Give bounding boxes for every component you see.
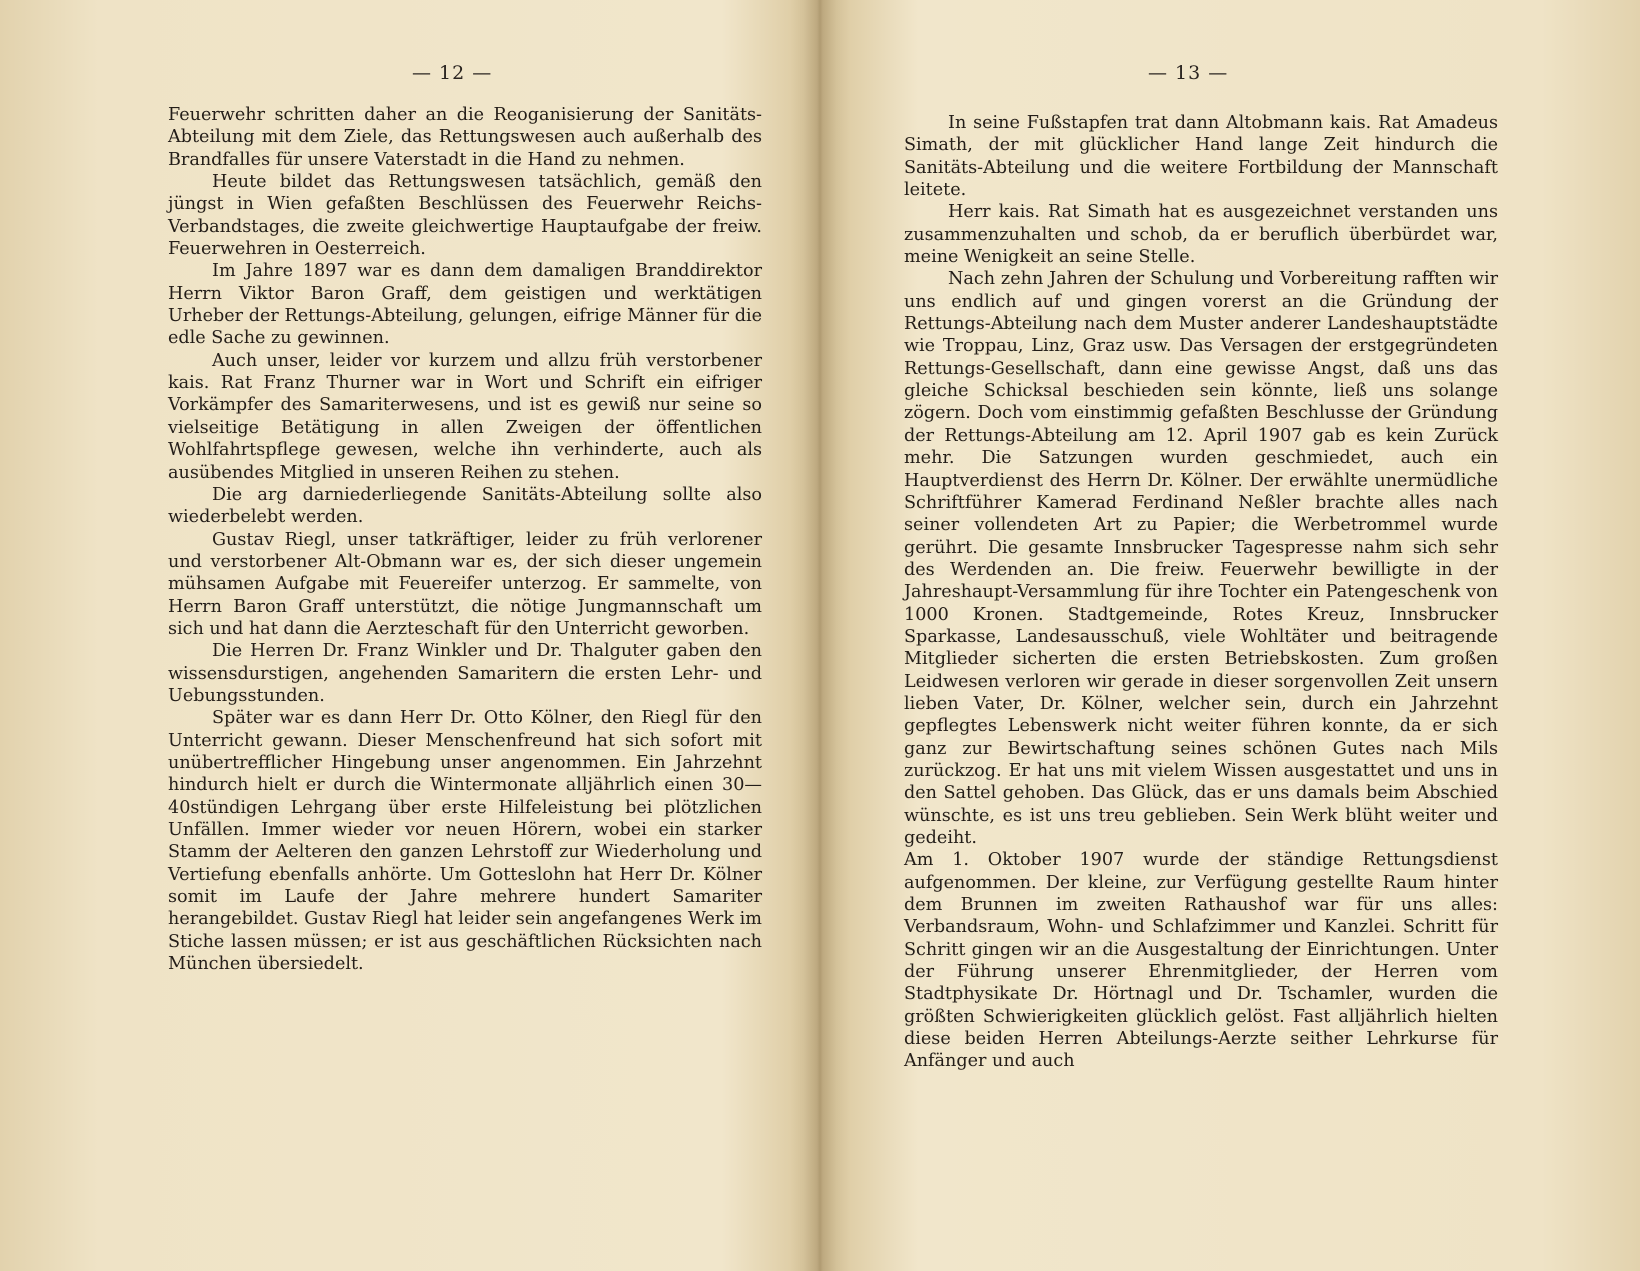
left-page-text (168, 104, 762, 975)
left-page (0, 0, 808, 1271)
paragraph: Am 1. Oktober 1907 wurde der ständige Rettungsdienst aufgenommen. Der kleine, zur Verfügung gestellte Raum hinter dem Brunnen im zweiten Rathaushof war für uns alles: Verbandsraum, Wohn- und Schlafzimmer und Kanzlei. Schritt für Schritt gingen wir an die Ausgestaltung der Einrichtungen. Unter der Führung unserer Ehrenmitglieder, der Herren vom Stadtphysikate Dr. Hörtnagl und Dr. Tschamler, wurden die größten Schwierigkeiten glücklich gelöst. Fast alljährlich hielten diese beiden Herren Abteilungs-Aerzte seither Lehrkurse für Anfänger und auch (904, 850, 1498, 1072)
paragraph: In seine Fußstapfen trat dann Altobmann kais. Rat Amadeus Simath, der mit glücklicher Hand lange Zeit hindurch die Sanitäts-Abteilung und die weitere Fortbildung der Mannschaft leitete. (904, 113, 1498, 201)
paragraph: Herr kais. Rat Simath hat es ausgezeichnet verstanden uns zusammenzuhalten und schob, da er beruflich überbürdet war, meine Wenigkeit an seine Stelle. (904, 202, 1498, 268)
page-number-left: — 12 — (412, 62, 493, 84)
page-number-right: — 13 — (1148, 62, 1229, 84)
right-page (808, 0, 1640, 1271)
paragraph: Im Jahre 1897 war es dann dem damaligen Branddirektor Herrn Viktor Baron Graff, dem geistigen und werktätigen Urheber der Rettungs-Abteilung, gelungen, eifrige Männer für die edle Sache zu gewinnen. (168, 261, 762, 349)
paragraph: Heute bildet das Rettungswesen tatsächlich, gemäß den jüngst in Wien gefaßten Beschlüssen des Feuerwehr Reichs-Verbandstages, die zweite gleichwertige Hauptaufgabe der freiw. Feuerwehren in Oesterreich. (168, 172, 762, 260)
paragraph: Nach zehn Jahren der Schulung und Vorbereitung rafften wir uns endlich auf und gingen vorerst an die Gründung der Rettungs-Abteilung nach dem Muster anderer Landeshauptstädte wie Troppau, Linz, Graz usw. Das Versagen der erstgegründeten Rettungs-Gesellschaft, dann eine gewisse Angst, daß uns das gleiche Schicksal beschieden sein könnte, ließ uns solange zögern. Doch vom einstimmig gefaßten Beschlusse der Gründung der Rettungs-Abteilung am 12. April 1907 gab es kein Zurück mehr. Die Satzungen wurden geschmiedet, auch ein Hauptverdienst des Herrn Dr. Kölner. Der erwählte unermüdliche Schriftführer Kamerad Ferdinand Neßler brachte alles nach seiner vollendeten Art zu Papier; die Werbetrommel wurde gerührt. Die gesamte Innsbrucker Tagespresse nahm sich sehr des Werdenden an. Die freiw. Feuerwehr bewilligte in der Jahreshaupt-Versammlung für ihre Tochter ein Patengeschenk von 1000 Kronen. Stadtgemeinde, Rotes Kreuz, Innsbrucker Sparkasse, Landesausschuß, viele Wohltäter und beitragende Mitglieder sicherten die ersten Betriebskosten. Zum großen Leidwesen verloren wir gerade in dieser sorgenvollen Zeit unsern lieben Vater, Dr. Kölner, welcher sein, durch ein Jahrzehnt gepflegtes Lebenswerk nicht weiter führen konnte, da er sich ganz zur Bewirtschaftung seines schönen Gutes nach Mils zurückzog. Er hat uns mit vielem Wissen ausgestattet und uns in den Sattel gehoben. Das Glück, das er uns damals beim Abschied wünschte, es ist uns treu geblieben. Sein Werk blüht weiter und gedeiht. (904, 269, 1498, 848)
paragraph: Gustav Riegl, unser tatkräftiger, leider zu früh verlorener und verstorbener Alt-Obmann war es, der sich dieser ungemein mühsamen Aufgabe mit Feuereifer unterzog. Er sammelte, von Herrn Baron Graff unterstützt, die nötige Jungmannschaft um sich und hat dann die Aerzteschaft für den Unterricht geworben. (168, 529, 762, 639)
paragraph: Auch unser, leider vor kurzem und allzu früh verstorbener kais. Rat Franz Thurner war in Wort und Schrift ein eifriger Vorkämpfer des Samariterwesens, und ist es gewiß nur seine so vielseitige Betätigung in allen Zweigen der öffentlichen Wohlfahrtspflege gewesen, welche ihn verhinderte, auch als ausübendes Mitglied in unseren Reihen zu stehen. (168, 350, 762, 483)
paragraph: Feuerwehr schritten daher an die Reoganisierung der Sanitäts-Abteilung mit dem Ziele, das Rettungswesen auch außerhalb des Brandfalles für unsere Vaterstadt in die Hand zu nehmen. (168, 105, 762, 170)
right-page-text (904, 112, 1498, 1073)
paragraph: Die Herren Dr. Franz Winkler und Dr. Thalguter gaben den wissensdurstigen, angehenden Samaritern die ersten Lehr- und Uebungsstunden. (168, 641, 762, 706)
paragraph: Später war es dann Herr Dr. Otto Kölner, den Riegl für den Unterricht gewann. Dieser Menschenfreund hat sich sofort mit unübertrefflicher Hingebung unser angenommen. Ein Jahrzehnt hindurch hielt er durch die Wintermonate alljährlich einen 30—40stündigen Lehrgang über erste Hilfeleistung bei plötzlichen Unfällen. Immer wieder vor neuen Hörern, wobei ein starker Stamm der Aelteren den ganzen Lehrstoff zur Wiederholung und Vertiefung ebenfalls anhörte. Um Gotteslohn hat Herr Dr. Kölner somit im Laufe der Jahre mehrere hundert Samariter herangebildet. Gustav Riegl hat leider sein angefangenes Werk im Stiche lassen müssen; er ist aus geschäftlichen Rücksichten nach München übersiedelt. (168, 708, 762, 975)
paragraph: Die arg darniederliegende Sanitäts-Abteilung sollte also wiederbelebt werden. (168, 484, 762, 528)
